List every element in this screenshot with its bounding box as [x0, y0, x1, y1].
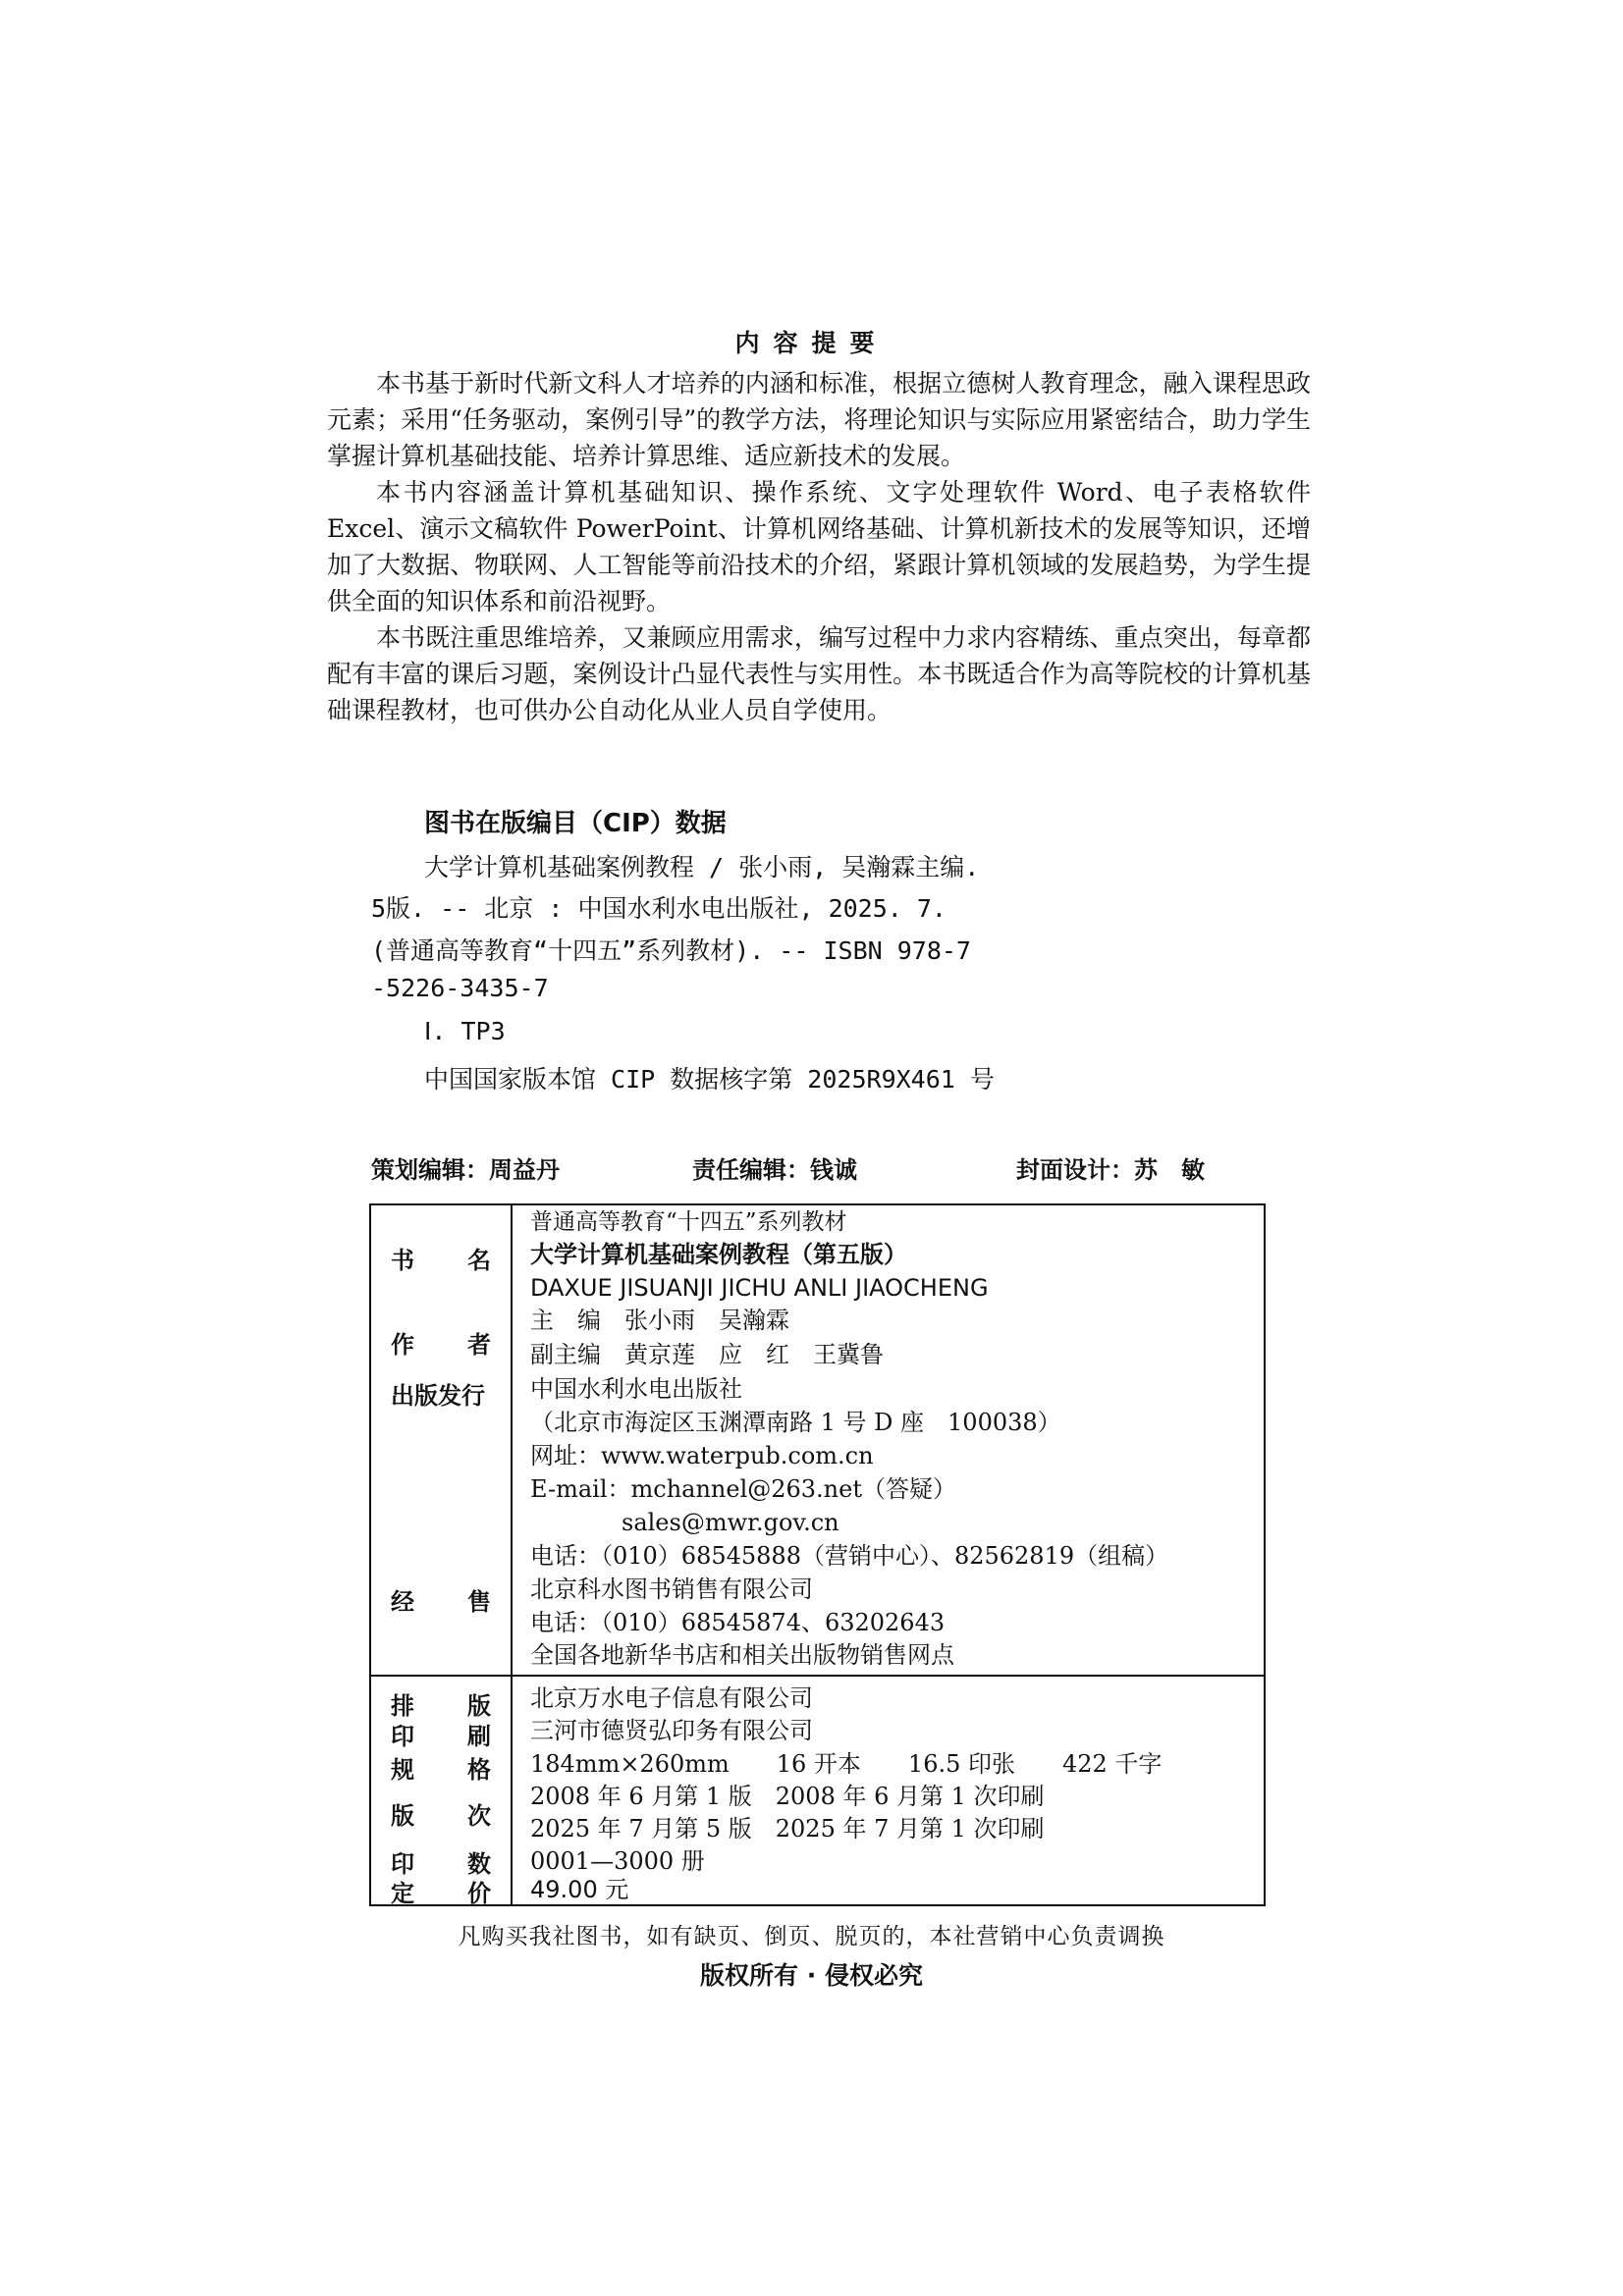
summary-title: 内容提要 [734, 329, 889, 357]
label-price: 定 价 [391, 1880, 491, 1907]
publisher-website: 网址：www.waterpub.com.cn [530, 1442, 874, 1469]
publisher-name: 中国水利水电出版社 [530, 1375, 742, 1403]
print-run: 0001—3000 册 [530, 1847, 705, 1875]
typesetting-company: 北京万水电子信息有限公司 [530, 1684, 813, 1712]
planning-editor: 策划编辑：周益丹 [371, 1156, 560, 1184]
label-edition: 版 次 [391, 1802, 491, 1830]
sales-outlets: 全国各地新华书店和相关出版物销售网点 [530, 1641, 954, 1669]
cip-line-4: -5226-3435-7 [371, 974, 549, 1002]
colophon-table [369, 1203, 1266, 1906]
deputy-editor: 副主编 黄京莲 应 红 王冀鲁 [530, 1341, 884, 1368]
row-divider [371, 1675, 1264, 1677]
label-typesetting: 排 版 [391, 1692, 491, 1720]
publisher-phone: 电话：（010）68545888（营销中心）、82562819（组稿） [530, 1542, 1169, 1570]
column-divider [511, 1205, 513, 1904]
responsible-editor: 责任编辑：钱诚 [692, 1156, 857, 1184]
cip-line-1: 大学计算机基础案例教程 / 张小雨, 吴瀚霖主编. [424, 853, 980, 881]
cover-designer: 封面设计：苏 敏 [1016, 1156, 1205, 1184]
price: 49.00 元 [530, 1876, 629, 1903]
label-spec: 规 格 [391, 1756, 491, 1784]
cip-line-5: Ⅰ. TP3 [424, 1017, 506, 1045]
book-name-pinyin: DAXUE JISUANJI JICHU ANLI JIAOCHENG [530, 1274, 989, 1302]
series-name: 普通高等教育“十四五”系列教材 [530, 1209, 847, 1235]
summary-paragraph-2: 本书内容涵盖计算机基础知识、操作系统、文字处理软件 Word、电子表格软件 Excel、演示文稿软件 PowerPoint、计算机网络基础、计算机新技术的发展等知识，还增加了大数据、物联网、人工智能等前沿技术的介绍，紧跟计算机领域的发展趋势，为学生提供全面的知识体系和前沿视野。 [327, 478, 1311, 615]
summary-paragraph-1: 本书基于新时代新文科人才培养的内涵和标准，根据立德树人教育理念，融入课程思政元素；采用“任务驱动，案例引导”的教学方法，将理论知识与实际应用紧密结合，助力学生掌握计算机基础技能、培养计算思维、适应新技术的发展。 [327, 369, 1311, 470]
distributor-name: 北京科水图书销售有限公司 [530, 1575, 813, 1603]
replacement-notice: 凡购买我社图书，如有缺页、倒页、脱页的，本社营销中心负责调换 [458, 1924, 1165, 1949]
cip-line-3: (普通高等教育“十四五”系列教材). -- ISBN 978-7 [371, 936, 971, 965]
summary-paragraph-3: 本书既注重思维培养，又兼顾应用需求，编写过程中力求内容精练、重点突出，每章都配有丰富的课后习题，案例设计凸显代表性与实用性。本书既适合作为高等院校的计算机基础课程教材，也可供办公自动化从业人员自学使用。 [327, 623, 1311, 724]
chief-editor: 主 编 张小雨 吴瀚霖 [530, 1307, 789, 1334]
label-distributor: 经 售 [391, 1588, 491, 1616]
cip-title: 图书在版编目（CIP）数据 [424, 809, 727, 838]
edition-line-2: 2025 年 7 月第 5 版 2025 年 7 月第 1 次印刷 [530, 1815, 1045, 1842]
cip-line-6: 中国国家版本馆 CIP 数据核字第 2025R9X461 号 [424, 1065, 995, 1094]
cip-line-2: 5版. -- 北京 : 中国水利水电出版社, 2025. 7. [371, 894, 947, 923]
publisher-email-1: E-mail：mchannel@263.net（答疑） [530, 1475, 956, 1503]
distributor-phone: 电话：（010）68545874、63202643 [530, 1609, 946, 1636]
edition-line-1: 2008 年 6 月第 1 版 2008 年 6 月第 1 次印刷 [530, 1783, 1045, 1810]
publisher-email-2: sales@mwr.gov.cn [622, 1509, 839, 1536]
copyright-notice: 版权所有 · 侵权必究 [700, 1961, 923, 1990]
book-spec: 184mm×260mm 16 开本 16.5 印张 422 千字 [530, 1750, 1163, 1778]
publisher-address: （北京市海淀区玉渊潭南路 1 号 D 座 100038） [530, 1409, 1061, 1436]
label-book-name: 书 名 [391, 1247, 491, 1274]
label-publisher: 出版发行 [391, 1382, 485, 1410]
printing-company: 三河市德贤弘印务有限公司 [530, 1717, 813, 1744]
label-author: 作 者 [391, 1331, 491, 1359]
book-name: 大学计算机基础案例教程（第五版） [530, 1241, 907, 1268]
label-print-run: 印 数 [391, 1850, 491, 1878]
label-printing: 印 刷 [391, 1723, 491, 1750]
summary-body [327, 365, 1311, 728]
